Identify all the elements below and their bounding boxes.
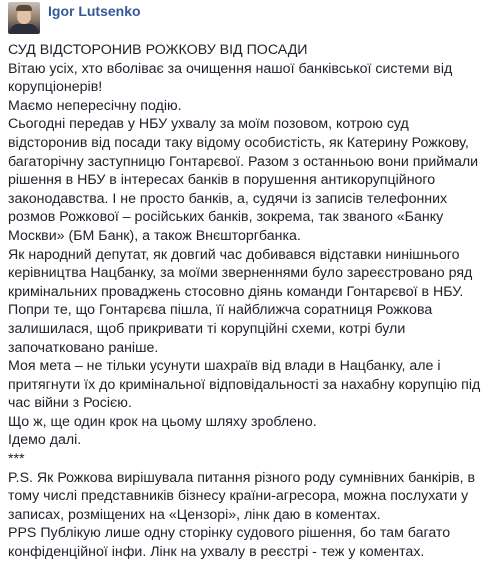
post-paragraph: Попри те, що Гонтарєва пішла, її найближча соратниця Рожкова залишилася, щоб прикривати ті корупційні схеми, котрі були започатковано раніше.: [8, 302, 433, 356]
post-header: [8, 2, 141, 36]
post-body: [8, 41, 486, 562]
avatar[interactable]: [8, 2, 40, 34]
post-ps: P.S. Як Рожкова вирішувала питання різного роду сумнівних банкірів, в тому числі представників бізнесу країни-агресора, можна послухати у записах, розміщених на «Цензорі», лінк даю в коментах.: [8, 469, 476, 523]
post-paragraph: Ідемо далі.: [8, 432, 82, 449]
post-paragraph: Як народний депутат, як довгий час добивався відставки нинішнього керівництва Нацбанку, за моїми зверненнями було зареєстровано ряд кримінальних проваджень стосовно діянь команди Гонтарєвої в НБУ.: [8, 246, 473, 300]
post-headline: СУД ВІДСТОРОНИВ РОЖКОВУ ВІД ПОСАДИ: [8, 42, 308, 58]
avatar-shirt: [10, 24, 38, 34]
post-paragraph: Моя мета – не тільки усунути шахраїв від влади в Нацбанку, але і притягнути їх до кримінальної відповідальності за нахабну корупцію під час війни з Росією.: [8, 358, 481, 412]
avatar-hair: [16, 5, 32, 11]
post-paragraph: Сьогодні передав у НБУ ухвалу за моїм позовом, котрою суд відсторонив від посади таку відому особистість, як Катерину Рожкову, багаторічну заступницю Гонтарєвої. Разом з останньою вони приймали рішення в НБУ в інтересах банків в порушення антикорупційного законодавства. І не просто банків, а, судячи із записів телефонних розмов Рожкової – російських банків, зокрема, так званого «Банку Москви» (БМ Банк), а також Внєшторгбанка.: [8, 116, 479, 244]
post-paragraph: Маємо непересічну подію.: [8, 97, 182, 114]
post-pps: PPS Публікую лише одну сторінку судового рішення, бо там багато конфіденційної інфи. Лінк на ухвалу в реєстрі - теж у коментах.: [8, 525, 451, 561]
author-name[interactable]: Igor Lutsenko: [48, 3, 141, 19]
post-separator: ***: [8, 451, 25, 468]
post-paragraph: Що ж, ще один крок на цьому шляху зроблено.: [8, 413, 317, 430]
post-paragraph: Вітаю усіх, хто вболіває за очищення нашої банківської системи від корупціонерів!: [8, 60, 453, 96]
